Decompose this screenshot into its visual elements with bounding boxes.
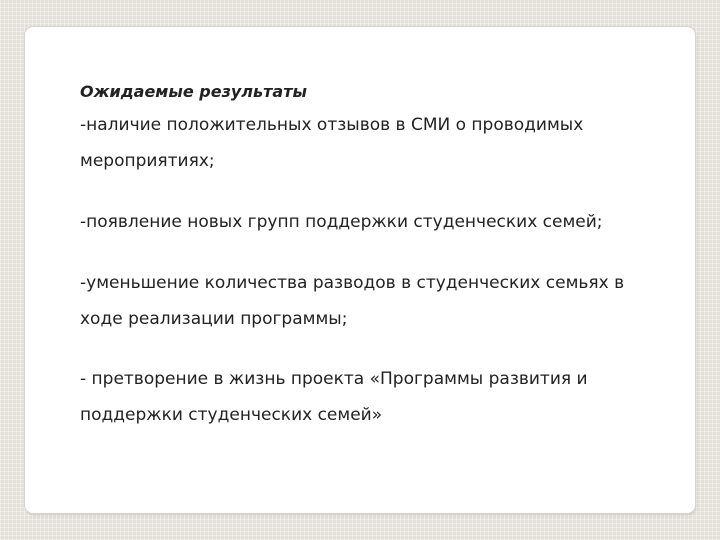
- result-item-fewer-divorces: -уменьшение количества разводов в студенческих семьях в ходе реализации программы;: [80, 273, 625, 329]
- result-item-media-reviews: -наличие положительных отзывов в СМИ о проводимых мероприятиях;: [80, 115, 584, 171]
- slide-content: [80, 79, 670, 433]
- result-item-support-groups: -появление новых групп поддержки студенческих семей;: [80, 212, 603, 232]
- slide-card: [25, 27, 695, 513]
- slide-heading: Ожидаемые результаты: [80, 82, 307, 101]
- result-item-program-implementation: - претворение в жизнь проекта «Программы развития и поддержки студенческих семей»: [80, 369, 588, 425]
